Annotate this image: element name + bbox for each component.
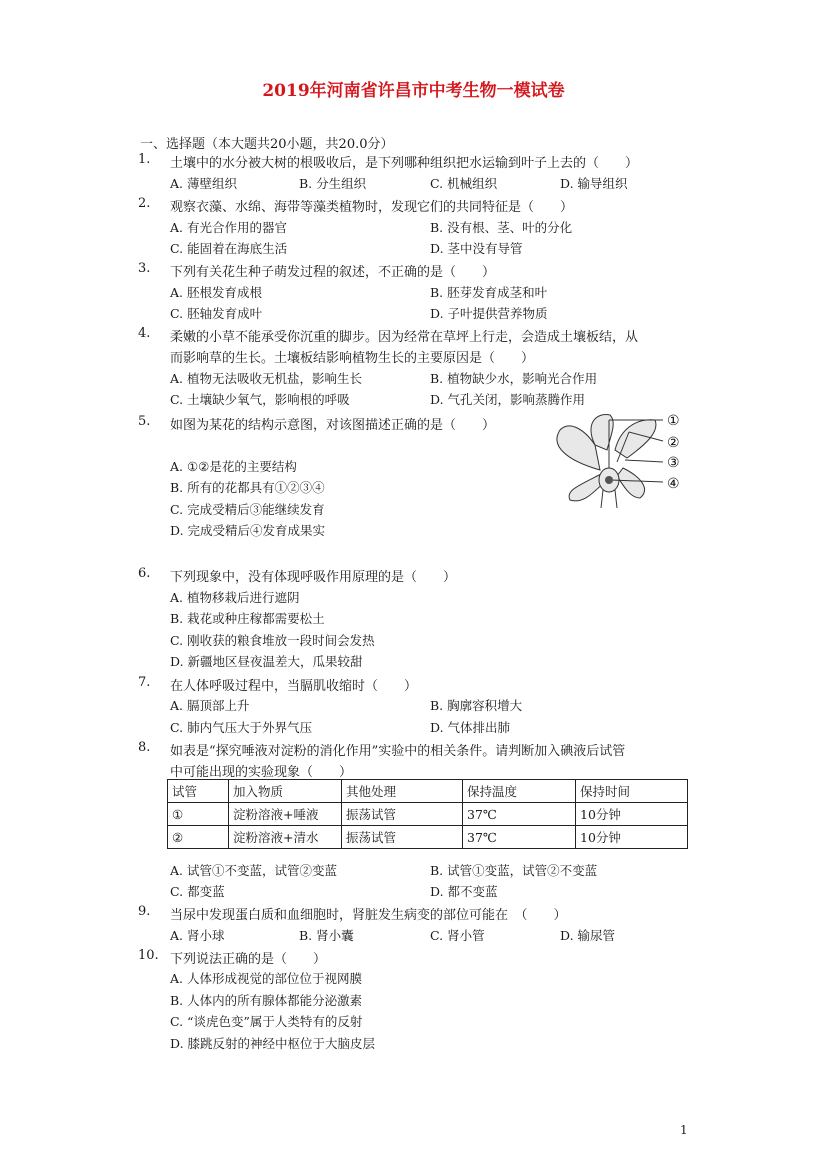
question-text: 如表是“探究唾液对淀粉的消化作用”实验中的相关条件。请判断加入碘液后试管 [170,744,626,759]
label-2: ② [667,435,680,451]
petal-lower-right [617,468,645,498]
label-4: ④ [667,476,680,492]
table-header: 保持温度 [463,780,576,803]
ovule [605,476,613,484]
table-header: 试管 [168,780,229,803]
option-a: A. 肾小球 [170,928,225,943]
section-heading: 一、选择题（本大题共20小题，共20.0分） [140,137,394,152]
table-cell: 振荡试管 [342,803,463,826]
page-title: 2019年河南省许昌市中考生物一模试卷 [262,81,565,101]
label-1: ① [667,413,680,429]
option-c: C. 刚收获的粮食堆放一段时间会发热 [170,633,375,648]
option-b: B. 分生组织 [299,176,367,191]
table-cell: ② [168,826,229,849]
table-row [168,826,688,849]
question-number: 7. [138,675,151,690]
question-text: 土壤中的水分被大树的根吸收后，是下列哪种组织把水运输到叶子上去的（ ） [170,156,639,171]
option-c: C. 肺内气压大于外界气压 [170,720,313,735]
question-number: 3. [138,261,151,276]
option-d: D. 新疆地区昼夜温差大，瓜果较甜 [170,654,363,669]
table-cell: 10分钟 [576,803,688,826]
question-text-cont: 中可能出现的实验现象（ ） [170,765,353,780]
table-cell: 淀粉溶液+唾液 [229,803,342,826]
table-cell: 37℃ [463,826,576,849]
table-cell: 37℃ [463,803,576,826]
option-c: C. 土壤缺少氧气，影响根的呼吸 [170,392,350,407]
question-text: 当尿中发现蛋白质和血细胞时，肾脏发生病变的部位可能在 （ ） [170,908,567,923]
option-b: B. 肾小囊 [299,928,354,943]
option-b: B. 没有根、茎、叶的分化 [430,220,573,235]
page-number: 1 [680,1123,688,1137]
option-d: D. 子叶提供营养物质 [430,306,548,321]
option-d: D. 茎中没有导管 [430,241,523,256]
question-number: 8. [138,740,151,755]
option-d: D. 气体排出肺 [430,720,511,735]
question-number: 6. [138,566,151,581]
option-d: D. 输导组织 [560,176,628,191]
option-b: B. 胚芽发育成茎和叶 [430,285,548,300]
option-b: B. 栽花或种庄稼都需要松土 [170,611,325,626]
question-number: 4. [138,326,151,341]
question-text: 如图为某花的结构示意图，对该图描述正确的是（ ） [170,418,496,433]
option-d: D. 输尿管 [560,928,616,943]
option-b: B. 所有的花都具有①②③④ [170,480,325,495]
question-number: 1. [138,152,151,167]
table-cell: 10分钟 [576,826,688,849]
label-3: ③ [667,455,680,471]
option-d: D. 气孔关闭，影响蒸腾作用 [430,392,586,407]
pointer-3 [625,460,663,462]
experiment-table [167,779,688,849]
table-header: 其他处理 [342,780,463,803]
question-number: 10. [138,948,159,963]
stalk [601,490,617,508]
question-number: 2. [138,196,151,211]
table-cell: 振荡试管 [342,826,463,849]
question-number: 9. [138,904,151,919]
question-text: 下列有关花生种子萌发过程的叙述，不正确的是（ ） [170,265,496,280]
option-c: C. 都变蓝 [170,884,225,899]
table-header: 保持时间 [576,780,688,803]
option-a: A. 胚根发育成根 [170,285,262,300]
option-a: A. 植物移栽后进行遮阴 [170,590,300,605]
question-text: 在人体呼吸过程中，当膈肌收缩时（ ） [170,679,418,694]
table-row [168,803,688,826]
option-c: C. 胚轴发育成叶 [170,306,263,321]
option-c: C. 机械组织 [430,176,498,191]
option-a: A. ①②是花的主要结构 [170,459,297,474]
table-header-row [168,780,688,803]
question-text-cont: 而影响草的生长。土壤板结影响植物生长的主要原因是（ ） [170,351,535,366]
option-b: B. 试管①变蓝，试管②不变蓝 [430,863,598,878]
option-b: B. 植物缺少水，影响光合作用 [430,371,598,386]
question-text: 观察衣藻、水绵、海带等藻类植物时，发现它们的共同特征是（ ） [170,200,574,215]
option-c: C. 肾小管 [430,928,485,943]
option-a: A. 试管①不变蓝，试管②变蓝 [170,863,337,878]
question-number: 5. [138,414,151,429]
option-d: D. 都不变蓝 [430,884,498,899]
option-d: D. 膝跳反射的神经中枢位于大脑皮层 [170,1036,376,1051]
question-text: 下列现象中，没有体现呼吸作用原理的是（ ） [170,570,457,585]
flower-diagram [545,410,690,510]
option-b: B. 人体内的所有腺体都能分泌激素 [170,993,363,1008]
table-header: 加入物质 [229,780,342,803]
table-cell: ① [168,803,229,826]
option-c: C. 完成受精后③能继续发育 [170,502,325,517]
option-a: A. 有光合作用的器官 [170,220,287,235]
option-b: B. 胸廓容积增大 [430,698,523,713]
option-d: D. 完成受精后④发育成果实 [170,523,326,538]
option-a: A. 薄壁组织 [170,176,237,191]
question-text: 下列说法正确的是（ ） [170,952,327,967]
option-a: A. 植物无法吸收无机盐，影响生长 [170,371,362,386]
option-c: C. “谈虎色变”属于人类特有的反射 [170,1014,363,1029]
option-c: C. 能固着在海底生活 [170,241,288,256]
question-text: 柔嫩的小草不能承受你沉重的脚步。因为经常在草坪上行走，会造成土壤板结，从 [170,330,639,345]
option-a: A. 膈顶部上升 [170,698,250,713]
option-a: A. 人体形成视觉的部位位于视网膜 [170,971,362,986]
table-cell: 淀粉溶液+清水 [229,826,342,849]
